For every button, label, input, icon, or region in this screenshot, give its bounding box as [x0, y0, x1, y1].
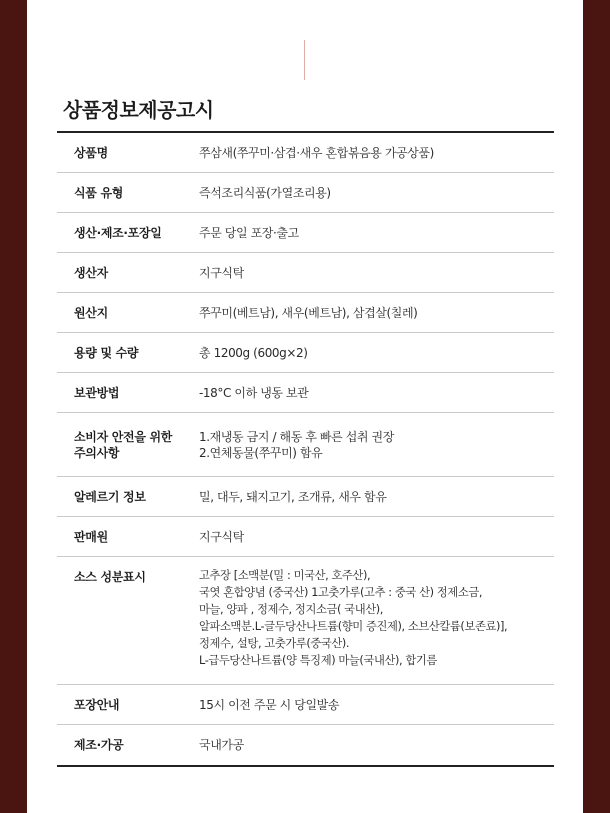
- row-label: 생산자: [74, 265, 108, 280]
- table-row-shipping: [57, 685, 554, 725]
- row-label: 보관방법: [74, 385, 120, 400]
- table-row-origin: [57, 293, 554, 333]
- row-label: 상품명: [74, 145, 108, 160]
- row-label: 소비자 안전을 위한 주의사항: [74, 429, 173, 460]
- row-value: 총 1200g (600g×2): [199, 345, 308, 360]
- row-value: -18°C 이하 냉동 보관: [199, 385, 309, 400]
- row-label: 생산·제조·포장일: [74, 225, 162, 240]
- table-row-sauce-ingredients: [57, 557, 554, 685]
- table-row-production-date: [57, 213, 554, 253]
- row-value: 15시 이전 주문 시 당일발송: [199, 697, 340, 712]
- row-value: 1.재냉동 금지 / 해동 후 빠른 섭취 권장 2.연체동물(쭈꾸미) 함유: [199, 429, 394, 460]
- page-title: 상품정보제공고시: [63, 98, 214, 122]
- row-label: 용량 및 수량: [74, 345, 139, 360]
- row-value: 지구식탁: [199, 265, 244, 280]
- row-value: 밀, 대두, 돼지고기, 조개류, 새우 함유: [199, 489, 387, 504]
- row-value: 국내가공: [199, 738, 244, 752]
- table-row-manufacturing: [57, 725, 554, 765]
- table-row-quantity: [57, 333, 554, 373]
- row-value: 쭈꾸미(베트남), 새우(베트남), 삼겹살(칠레): [199, 305, 418, 320]
- product-info-table: [57, 131, 554, 767]
- row-value: 지구식탁: [199, 529, 244, 544]
- table-row-product-name: [57, 133, 554, 173]
- row-label: 식품 유형: [74, 185, 124, 200]
- row-label: 판매원: [74, 529, 108, 544]
- row-value: 즉석조리식품(가열조리용): [199, 185, 331, 200]
- decorative-divider: [304, 40, 305, 80]
- table-row-storage: [57, 373, 554, 413]
- row-value: 고추장 [소맥분(밀 : 미국산, 호주산), 국엿 혼합양념 (중국산) 1고춧가루(고추 : 중국 산) 정제소금, 마늘, 양파 , 정제수, 정지소금( 국내산), 알파소맥분.L-글두당산나트륨(향미 증진제), 소브산칼륨(보존료)], 정제수, 설탕, 고춧가루(중국산). L-급두당산나트륨(양 특징제) 마늘(국내산), 합기름: [199, 569, 508, 667]
- row-value: 주문 당일 포장·출고: [199, 225, 299, 240]
- row-label: 알레르기 정보: [74, 489, 146, 504]
- table-row-food-type: [57, 173, 554, 213]
- table-row-producer: [57, 253, 554, 293]
- table-row-seller: [57, 517, 554, 557]
- row-value: 쭈삼새(쭈꾸미·삼겹·새우 혼합볶음용 가공상품): [199, 145, 434, 160]
- row-label: 소스 성분표시: [74, 570, 146, 584]
- table-row-safety-notes: [57, 413, 554, 477]
- table-row-allergy: [57, 477, 554, 517]
- row-label: 제조·가공: [74, 738, 124, 752]
- row-label: 원산지: [74, 305, 108, 320]
- row-label: 포장안내: [74, 697, 120, 712]
